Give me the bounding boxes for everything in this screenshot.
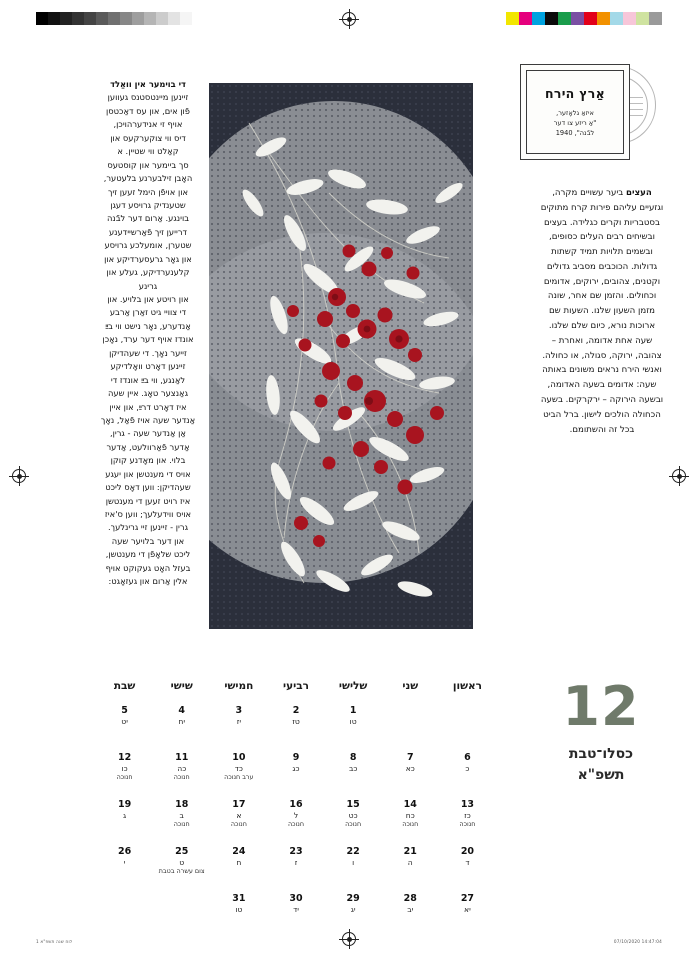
poem-line: בלוי. און מאָדנע קוקן	[110, 455, 186, 466]
calendar-day-cell[interactable]	[153, 799, 210, 829]
calendar-day-number: 3	[235, 705, 243, 716]
calendar-hebrew-date: טז	[292, 716, 300, 726]
month-block	[538, 675, 664, 786]
poem-line: און דער בלויער שעה	[111, 535, 185, 546]
poem-line: אַנדערע, נאָר נישט ווי בײַ	[105, 320, 191, 331]
calendar-hebrew-date: כה	[177, 763, 187, 773]
calendar-day-cell[interactable]	[382, 752, 439, 782]
calendar-day-cell[interactable]	[267, 752, 324, 782]
calendar-day-cell[interactable]	[210, 705, 267, 735]
calendar-day-number: 30	[289, 893, 303, 904]
calendar-day-number: 31	[232, 893, 246, 904]
stamp-subtitle-line: "אַ ריזע צו דער	[553, 118, 597, 127]
poem-line: אַדער פֿאַרוולעט, אַדער	[106, 441, 190, 452]
calendar-day-number: 26	[117, 846, 132, 857]
registration-mark-right	[672, 469, 686, 483]
calendar-day-number: 1	[349, 705, 357, 716]
poem-line: זייער נאָך. די שעהדיקן	[109, 347, 187, 358]
calendar-hebrew-date: יז	[236, 716, 242, 726]
calendar-grid-container	[96, 680, 496, 923]
berry-branch-illustration	[209, 83, 473, 629]
calendar-holiday-note: חנוכה	[173, 820, 190, 829]
calendar-day-cell[interactable]	[210, 799, 267, 829]
calendar-hebrew-date: כח	[405, 810, 415, 820]
poem-line: קלענערדיקע, געלע און גרינע	[106, 267, 190, 291]
stamp-subtitle	[554, 108, 597, 139]
poem-line: סך ביימער און קוסטעס	[107, 159, 189, 170]
poem-line: אונדז אויף דער ערד, נאָכן	[102, 334, 194, 345]
stamp-inner-frame	[526, 70, 624, 154]
registration-mark-bottom	[342, 932, 356, 946]
calendar-hebrew-date: ג	[123, 810, 127, 820]
calendar-day-cell[interactable]	[382, 846, 439, 876]
poem-line: אויס די מענטשן און יעגע	[105, 468, 191, 479]
calendar-day-number: 17	[232, 799, 246, 810]
calendar-hebrew-date: י	[123, 857, 126, 867]
calendar-day-cell[interactable]	[439, 846, 496, 876]
calendar-hebrew-date: ה	[407, 857, 413, 867]
calendar-day-cell[interactable]	[325, 846, 382, 876]
calendar-day-cell[interactable]	[325, 893, 382, 923]
calendar-day-cell[interactable]	[153, 846, 210, 876]
calendar-day-number: 2	[292, 705, 300, 716]
calendar-day-number: 6	[464, 752, 471, 763]
calendar-day-number: 4	[178, 705, 186, 716]
calendar-day-number: 8	[349, 752, 357, 763]
calendar-day-cell[interactable]	[325, 705, 382, 735]
calendar-hebrew-date: כו	[121, 763, 128, 773]
poem-line: האָבן זילבערנע בלעטער,	[103, 173, 193, 184]
calendar-holiday-note: חנוכה	[173, 773, 190, 782]
grayscale-calibration-bar	[36, 12, 192, 25]
calendar-empty-cell	[382, 705, 439, 735]
calendar-hebrew-date: כג	[292, 763, 300, 773]
postage-stamp-block	[516, 60, 662, 172]
calendar-day-number: 19	[117, 799, 132, 810]
calendar-day-number: 18	[175, 799, 189, 810]
calendar-day-cell[interactable]	[382, 799, 439, 829]
poem-line: קאַלט ווי שטיין. א	[117, 146, 179, 157]
calendar-hebrew-date: יד	[293, 904, 299, 914]
calendar-weekday-4: חמישי	[224, 680, 254, 692]
calendar-day-number: 22	[346, 846, 360, 857]
stamp-frame	[520, 64, 630, 160]
calendar-empty-cell	[96, 893, 153, 923]
calendar-day-cell[interactable]	[439, 752, 496, 782]
stamp-subtitle-line: לבֿנה", 1940	[555, 129, 595, 138]
calendar-day-number: 14	[403, 799, 417, 810]
calendar-hebrew-date: יג	[350, 904, 356, 914]
poem-line: דיס ווי צוקערקעס און	[110, 132, 186, 143]
calendar-hebrew-date: כד	[234, 763, 243, 773]
poem-line: איז דאָרט דרײַ, און איין	[109, 401, 187, 412]
registration-mark-top	[342, 12, 356, 26]
poem-line: דרייען זיך פֿאַרשיידענע	[108, 226, 188, 237]
poem-line: אלין אַרום און געזאָגט:	[108, 576, 188, 587]
poem-line: אַן אַנדער שעה - גרין,	[110, 428, 186, 439]
poem-line: איז רויט זעען די מענטשן	[105, 495, 191, 506]
calendar-day-cell[interactable]	[96, 705, 153, 735]
stamp-title: אַרץ הירח	[544, 85, 606, 101]
poem-line: און רויטע און בלויע. און	[107, 294, 189, 304]
calendar-day-cell[interactable]	[267, 893, 324, 923]
calendar-hebrew-date: א	[236, 810, 242, 820]
poem-lead: די בוימער אין וואַלד	[110, 79, 186, 89]
calendar-hebrew-date: כב	[348, 763, 358, 773]
calendar-day-cell[interactable]	[96, 752, 153, 782]
poem-body	[96, 91, 200, 588]
stamp-subtitle-line: איזאַ גלאָזער,	[556, 108, 594, 117]
calendar-hebrew-date: טו	[235, 904, 243, 914]
calendar-weekday-2: שלישי	[338, 680, 368, 692]
calendar-days-grid	[96, 705, 496, 923]
calendar-hebrew-date: ט	[179, 857, 185, 867]
calendar-holiday-note: חנוכה	[287, 820, 305, 829]
calendar-day-number: 5	[121, 705, 128, 716]
calendar-day-number: 24	[232, 846, 246, 857]
calendar-hebrew-date: יט	[121, 716, 128, 726]
calendar-day-cell[interactable]	[210, 846, 267, 876]
calendar-weekday-1: שני	[402, 680, 419, 692]
calendar-holiday-note: חנוכה	[345, 820, 362, 829]
calendar-hebrew-date: כא	[405, 763, 415, 773]
calendar-day-number: 9	[292, 752, 300, 763]
calendar-day-number: 27	[460, 893, 475, 904]
calendar-day-number: 13	[460, 799, 475, 810]
poem-line: גאַנצער טאָג. איין שעה	[108, 388, 188, 399]
calendar-hebrew-date: יח	[178, 716, 186, 726]
calendar-hebrew-date: ב	[179, 810, 184, 820]
calendar-day-number: 15	[346, 799, 360, 810]
registration-mark-left	[12, 469, 26, 483]
calendar-day-number: 16	[289, 799, 303, 810]
calendar-holiday-note: צום עשרה בטבת	[158, 867, 205, 876]
calendar-day-cell[interactable]	[153, 705, 210, 735]
calendar-day-cell[interactable]	[439, 893, 496, 923]
calendar-holiday-note: חנוכה	[230, 820, 247, 829]
calendar-hebrew-date: ל	[293, 810, 299, 820]
calendar-day-number: 21	[403, 846, 417, 857]
poem-line: און אויפֿן הימל זעען זיך	[107, 186, 189, 197]
poem-line: שטערן, אומעלכע גרויסע	[104, 240, 192, 251]
poem-line: די צוויי גיט זאַרן אַרבע	[109, 307, 187, 318]
poem-line: אויף זי אנידערהויכן,	[113, 119, 183, 130]
calendar-day-cell[interactable]	[153, 752, 210, 782]
calendar-holiday-note: ערב חנוכה	[224, 773, 254, 782]
poem-line: זיינען דאָרט וואָלדיקע	[110, 361, 186, 372]
calendar-day-cell[interactable]	[267, 846, 324, 876]
color-calibration-bar	[506, 12, 662, 25]
poem-line: פֿון אים, און עס דאַכטסן	[106, 105, 190, 116]
footer-right-timestamp: 07/10/2020 14:47:04	[613, 939, 662, 944]
calendar-day-number: 12	[117, 752, 132, 763]
poem-line: גרין - זיינען זיי גרינלעך.	[108, 522, 188, 533]
calendar-day-number: 11	[175, 752, 189, 763]
month-number: 12	[562, 675, 640, 738]
calendar-hebrew-date: ו	[352, 857, 355, 867]
calendar-day-number: 7	[406, 752, 414, 763]
calendar-day-number: 23	[289, 846, 303, 857]
calendar-day-cell[interactable]	[210, 752, 267, 782]
calendar-day-cell[interactable]	[267, 799, 324, 829]
calendar-holiday-note: חנוכה	[116, 773, 133, 782]
calendar-weekday-0: ראשון	[452, 680, 482, 692]
calendar-empty-cell	[439, 705, 496, 735]
calendar-day-cell[interactable]	[325, 752, 382, 782]
poem-line: שעהדיקן: ווען דאָס ליכט	[105, 482, 191, 493]
calendar-empty-cell	[153, 893, 210, 923]
calendar-weekday-5: שישי	[170, 680, 193, 692]
calendar-hebrew-date: כ	[465, 763, 470, 773]
calendar-hebrew-date: כז	[464, 810, 471, 820]
poem-line: ליכט שלאָפֿן די מענטשן,	[105, 549, 191, 560]
poem-line: בוינגע. אַרום דער לבֿנה	[106, 213, 190, 224]
calendar-day-cell[interactable]	[210, 893, 267, 923]
hebrew-lead: העצים	[626, 188, 652, 198]
calendar-day-cell[interactable]	[439, 799, 496, 829]
yiddish-poem-text	[96, 78, 200, 589]
calendar-day-number: 25	[175, 846, 189, 857]
calendar-hebrew-date: טו	[349, 716, 357, 726]
poem-line: לאַנגע, ווי בײַ אונדז די	[110, 374, 186, 385]
artwork-panel	[209, 83, 473, 629]
month-name	[538, 744, 664, 786]
month-name-line1: כסלו־טבת	[568, 746, 634, 762]
calendar-hebrew-date: ז	[294, 857, 298, 867]
hebrew-passage	[540, 186, 664, 437]
calendar-weekday-headers	[96, 680, 496, 692]
poem-line: שטענדיק גרויסע דעגן	[110, 199, 186, 210]
month-name-line2: תשפ"א	[577, 767, 625, 783]
poem-line: אַנדער שעה אויז פֿאַל, נאָך	[100, 414, 196, 425]
footer-left-label: לוח שנה תשפ"א 1	[36, 939, 73, 944]
poem-line: אויס ווידעלעך; ווען ס'איז	[104, 509, 192, 519]
calendar-hebrew-date: ד	[465, 857, 470, 867]
calendar-day-number: 20	[460, 846, 475, 857]
calendar-hebrew-date: יא	[464, 904, 471, 914]
calendar-weekday-6: שבת	[113, 680, 136, 692]
calendar-hebrew-date: יב	[407, 904, 414, 914]
calendar-day-number: 28	[403, 893, 417, 904]
poem-line: בעזל האָט געקוקט אויף	[105, 562, 191, 573]
calendar-day-cell[interactable]	[96, 799, 153, 829]
calendar-day-cell[interactable]	[96, 846, 153, 876]
calendar-holiday-note: חנוכה	[459, 820, 476, 829]
calendar-hebrew-date: כט	[348, 810, 358, 820]
calendar-weekday-3: רביעי	[283, 680, 309, 692]
calendar-day-number: 10	[232, 752, 246, 763]
calendar-hebrew-date: ח	[236, 857, 242, 867]
poem-line: זיינען מיינטסטנס געווען	[107, 92, 189, 103]
calendar-day-number: 29	[346, 893, 360, 904]
hebrew-body: ביער עשויים מקרה, וגזעיים עליהם פירות קרח מתוקים בסטבריות וקרים כגלידה. בעצים ובשיחים רבים העלים כסופים, ובשמים תלויות תמיד קשתות גדולות. הכוכבים מסביב גדולים וקטנים, צהובים, ירוקים, אדומים וכחולים. והזמן שם אחר, שונה מזמן השעון שלנו. השעות שם ארוכות נורא, כיום שלם שלנו. שעה אחת אדומה, ואחרת – צהובה, ירוקה, סגולה, או כחולה. ואנשי הירח נראים משונים באותה שעה: אדומים בשעה האדומה, ובשעה הירוקה – ירקרקים. בשעה הכחולה הולכים לישון. ברל הביט בכל זה והשתומם.	[540, 188, 664, 435]
calendar-day-cell[interactable]	[382, 893, 439, 923]
poem-line: און גאָר גרעסערדיקע און	[104, 253, 192, 264]
calendar-day-cell[interactable]	[267, 705, 324, 735]
calendar-holiday-note: חנוכה	[402, 820, 419, 829]
calendar-day-cell[interactable]	[325, 799, 382, 829]
